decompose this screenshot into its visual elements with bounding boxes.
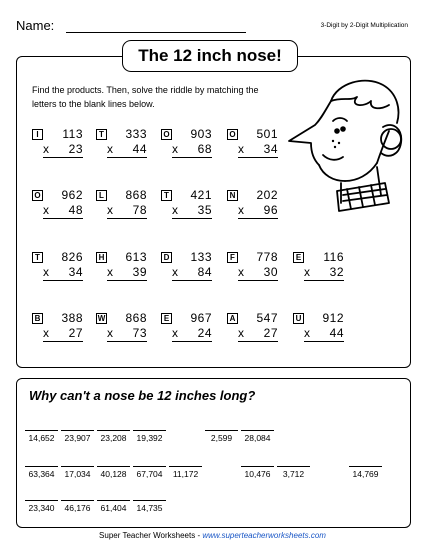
problem-letter: T	[161, 190, 172, 201]
answer-code: 11,172	[172, 469, 199, 479]
name-row	[16, 18, 416, 38]
problem-bottom-number: 23	[68, 142, 83, 156]
multiplication-problem	[227, 311, 291, 349]
multiplication-problem	[161, 188, 225, 226]
problem-bottom-number: 44	[132, 142, 147, 156]
multiply-sign: x	[238, 203, 245, 217]
problem-bottom-number: 35	[197, 203, 212, 217]
multiplication-problem	[227, 250, 291, 288]
problem-top-number: 903	[190, 127, 212, 141]
answer-code: 14,652	[28, 433, 55, 443]
problem-bottom-row	[304, 265, 344, 281]
multiply-sign: x	[43, 326, 50, 340]
answer-code: 23,340	[28, 503, 55, 513]
answer-code: 28,084	[244, 433, 271, 443]
problem-bottom-row	[43, 265, 83, 281]
problem-letter: N	[227, 190, 238, 201]
multiply-sign: x	[304, 326, 311, 340]
problem-letter: U	[293, 313, 304, 324]
problem-bottom-number: 34	[263, 142, 278, 156]
instructions: Find the products. Then, solve the riddle by matching the letters to the blank lines below.	[32, 85, 259, 109]
answer-line	[97, 466, 130, 467]
multiplication-problem	[32, 250, 96, 288]
multiplication-problem	[96, 250, 160, 288]
problem-top-number: 333	[125, 127, 147, 141]
multiply-sign: x	[107, 203, 114, 217]
answer-blank[interactable]	[133, 466, 166, 490]
answer-blank[interactable]	[61, 466, 94, 490]
problem-bottom-row	[107, 326, 147, 342]
problem-top-number: 613	[125, 250, 147, 264]
problem-letter: L	[96, 190, 107, 201]
problem-bottom-number: 30	[263, 265, 278, 279]
cartoon-face-icon	[285, 71, 405, 221]
answer-blank[interactable]	[97, 466, 130, 490]
problem-letter: W	[97, 314, 106, 323]
answer-line	[61, 466, 94, 467]
problem-bottom-number: 44	[329, 326, 344, 340]
answer-code: 46,176	[64, 503, 91, 513]
problem-bottom-row	[43, 142, 83, 158]
problem-top-number: 116	[323, 250, 344, 264]
problem-letter: O	[227, 129, 238, 140]
problem-top-number: 912	[322, 311, 344, 325]
multiply-sign: x	[172, 142, 179, 156]
answer-code: 14,735	[136, 503, 163, 513]
problem-top-number: 868	[125, 311, 147, 325]
name-label: Name:	[16, 18, 55, 33]
answer-line	[169, 466, 202, 467]
problem-top-number: 133	[190, 250, 212, 264]
problem-letter: A	[227, 313, 238, 324]
multiplication-problem	[227, 188, 291, 226]
answer-code: 23,907	[64, 433, 91, 443]
footer	[0, 531, 425, 540]
problem-bottom-row	[43, 203, 83, 219]
multiplication-problem	[227, 127, 291, 165]
answer-line	[61, 430, 94, 431]
multiply-sign: x	[107, 142, 114, 156]
multiply-sign: x	[238, 142, 245, 156]
problem-letter: O	[32, 190, 43, 201]
answer-blank[interactable]	[133, 430, 166, 454]
multiply-sign: x	[43, 142, 50, 156]
answer-blank[interactable]	[25, 500, 58, 524]
multiply-sign: x	[43, 203, 50, 217]
multiplication-problem	[161, 127, 225, 165]
problem-bottom-number: 48	[68, 203, 83, 217]
answer-blank[interactable]	[205, 430, 238, 454]
riddle-panel	[16, 378, 411, 528]
answer-blank[interactable]	[241, 430, 274, 454]
answer-line	[133, 500, 166, 501]
problem-letter: T	[96, 129, 107, 140]
problem-top-number: 202	[256, 188, 278, 202]
name-field[interactable]	[66, 32, 246, 33]
problem-top-number: 868	[125, 188, 147, 202]
problem-bottom-number: 32	[329, 265, 344, 279]
multiplication-problem	[161, 250, 225, 288]
problem-letter: D	[161, 252, 172, 263]
multiply-sign: x	[172, 265, 179, 279]
answer-line	[97, 430, 130, 431]
answer-line	[61, 500, 94, 501]
problem-bottom-row	[172, 326, 212, 342]
answer-blank[interactable]	[25, 466, 58, 490]
answer-code: 19,392	[136, 433, 163, 443]
problem-bottom-row	[107, 265, 147, 281]
problem-top-number: 388	[61, 311, 83, 325]
problem-bottom-row	[238, 265, 278, 281]
problem-letter: E	[161, 313, 172, 324]
answer-line	[133, 430, 166, 431]
problem-bottom-number: 27	[263, 326, 278, 340]
problem-letter: E	[293, 252, 304, 263]
problem-letter: B	[32, 313, 43, 324]
answer-line	[205, 430, 238, 431]
answer-blank[interactable]	[241, 466, 274, 490]
problem-top-number: 778	[256, 250, 278, 264]
answer-blank[interactable]	[277, 466, 310, 490]
problem-bottom-row	[107, 203, 147, 219]
problem-bottom-number: 84	[197, 265, 212, 279]
answer-code: 23,208	[100, 433, 127, 443]
answer-code: 61,404	[100, 503, 127, 513]
multiplication-problem	[161, 311, 225, 349]
problem-top-number: 967	[190, 311, 212, 325]
problem-top-number: 962	[61, 188, 83, 202]
multiply-sign: x	[172, 203, 179, 217]
answer-line	[133, 466, 166, 467]
problem-bottom-number: 39	[132, 265, 147, 279]
multiply-sign: x	[238, 265, 245, 279]
problem-top-number: 826	[61, 250, 83, 264]
multiply-sign: x	[238, 326, 245, 340]
answer-blank[interactable]	[97, 500, 130, 524]
answer-blank[interactable]	[133, 500, 166, 524]
worksheet-subject: 3-Digit by 2-Digit Multiplication	[320, 22, 408, 29]
answer-code: 17,034	[64, 469, 91, 479]
answer-line	[25, 500, 58, 501]
multiplication-problem	[96, 188, 160, 226]
problem-bottom-row	[172, 142, 212, 158]
worksheet-title: The 12 inch nose!	[122, 40, 298, 72]
problem-bottom-row	[238, 203, 278, 219]
answer-line	[25, 430, 58, 431]
answer-code: 10,476	[244, 469, 271, 479]
problem-bottom-row	[43, 326, 83, 342]
problem-bottom-row	[107, 142, 147, 158]
answer-blank[interactable]	[25, 430, 58, 454]
problem-bottom-number: 27	[68, 326, 83, 340]
answer-line	[241, 466, 274, 467]
answer-line	[349, 466, 382, 467]
multiply-sign: x	[172, 326, 179, 340]
multiplication-problem	[32, 188, 96, 226]
answer-line	[25, 466, 58, 467]
riddle-question: Why can't a nose be 12 inches long?	[29, 388, 256, 403]
problem-top-number: 501	[256, 127, 278, 141]
answer-blank[interactable]	[61, 430, 94, 454]
answer-code: 14,769	[352, 469, 379, 479]
answer-blank[interactable]	[97, 430, 130, 454]
problem-bottom-number: 34	[68, 265, 83, 279]
problem-bottom-row	[172, 265, 212, 281]
multiply-sign: x	[107, 326, 114, 340]
problem-bottom-number: 73	[132, 326, 147, 340]
answer-code: 63,364	[28, 469, 55, 479]
multiplication-problem	[293, 311, 357, 349]
answer-line	[241, 430, 274, 431]
footer-url[interactable]: www.superteacherworksheets.com	[202, 531, 326, 540]
answer-code: 40,128	[100, 469, 127, 479]
footer-brand: Super Teacher Worksheets -	[99, 531, 203, 540]
problem-letter: T	[32, 252, 43, 263]
answer-code: 2,599	[210, 433, 233, 443]
problem-bottom-number: 96	[263, 203, 278, 217]
answer-blank[interactable]	[349, 466, 382, 490]
multiplication-problem	[32, 127, 96, 165]
problem-top-number: 547	[256, 311, 278, 325]
answer-line	[97, 500, 130, 501]
answer-blank[interactable]	[169, 466, 202, 490]
answer-code: 3,712	[282, 469, 305, 479]
answer-blank[interactable]	[61, 500, 94, 524]
problem-bottom-row	[172, 203, 212, 219]
problem-letter: F	[227, 252, 238, 263]
problem-bottom-number: 68	[197, 142, 212, 156]
problem-bottom-number: 78	[132, 203, 147, 217]
multiply-sign: x	[107, 265, 114, 279]
multiplication-problem	[32, 311, 96, 349]
problem-top-number: 421	[190, 188, 212, 202]
problem-letter: I	[32, 129, 43, 140]
multiply-sign: x	[304, 265, 311, 279]
multiplication-problem	[96, 311, 160, 349]
problem-letter: H	[96, 252, 107, 263]
problems-panel	[16, 56, 411, 368]
problem-bottom-row	[304, 326, 344, 342]
problem-bottom-row	[238, 326, 278, 342]
multiplication-problem	[96, 127, 160, 165]
problem-letter: O	[161, 129, 172, 140]
problem-bottom-row	[238, 142, 278, 158]
problem-bottom-number: 24	[197, 326, 212, 340]
answer-line	[277, 466, 310, 467]
answer-code: 67,704	[136, 469, 163, 479]
multiply-sign: x	[43, 265, 50, 279]
problem-top-number: 113	[62, 127, 83, 141]
multiplication-problem	[293, 250, 357, 288]
